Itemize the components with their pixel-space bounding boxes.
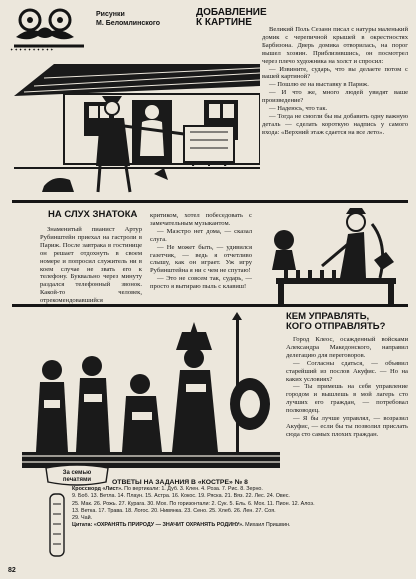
answers-row — [12, 486, 410, 493]
story1-paragraph: — Пошлю ее на выставку в Париж. — [269, 81, 369, 89]
story3-title — [286, 312, 385, 332]
svg-text:печатями: печатями — [62, 477, 92, 483]
section-divider — [12, 304, 408, 307]
svg-text:За семью: За семью — [62, 470, 92, 476]
story3-paragraph: Город Клеос, осажденный войсками Александра Македонского, направил делегацию для переговоров. — [286, 336, 408, 359]
story2-paragraph: Знаменитый пианист Артур Рубинштейн приехал на гастроли в Париж. После завтрака в гостинице он решает отдохнуть в своем номере и попросил служитель ни в коем случае не звать его к телефону. Буквально через минуту раздался телефонный звонок. Какой-то человек, отрекомендовавшийся — [40, 226, 142, 305]
story1-paragraph: — Извините, сударь, что вы делаете потом с вашей картиной? — [262, 65, 408, 81]
story3-paragraph: — Ты примешь на себя управление городом и вышлешь в мой лагерь сто лучших его граждан, — потребовал полководец. — [286, 383, 408, 415]
story2-col1 — [40, 226, 142, 305]
story2-paragraph: — Это не совсем так, сударь, — просто я вытираю пыль с клавиш! — [150, 275, 252, 291]
story1-paragraph: — И что же, много людей увидят ваше произведение? — [262, 89, 408, 105]
scroll-ornament — [44, 490, 70, 560]
story3-title-line1: КЕМ УПРАВЛЯТЬ, — [286, 311, 370, 322]
credit-artist: М. Беломлинского — [96, 20, 161, 27]
story1-title-line2: К КАРТИНЕ — [196, 17, 252, 28]
page-number: 82 — [8, 567, 16, 574]
quote-text: «ОХРАНЯТЬ ПРИРОДУ — ЗНАЧИТ ОХРАНЯТЬ РОДИНУ». — [93, 522, 244, 529]
story1-paragraph: — Тогда не смогли бы вы добавить одну важную деталь — сделать короткую надпись у самого входа: «Верхний этаж сдается на все лето». — [262, 112, 408, 136]
story3-text — [286, 336, 408, 439]
story1-title — [196, 8, 267, 28]
mustache-face-ornament — [8, 4, 90, 52]
quote-author: Михаил Пришвин. — [245, 522, 291, 529]
story2-title: НА СЛУХ ЗНАТОКА — [48, 209, 138, 220]
story1-text — [262, 26, 408, 137]
story1-paragraph: Великий Поль Сезанн писал с натуры маленький домик с черепичной крышей в окрестностях Барбизона. Дверь домика отворилась, на порог вышел хозяин. Приблизившись, он посмотрел через плечо художника на холст и спросил: — [262, 26, 408, 65]
quote-row — [12, 522, 410, 529]
story3-paragraph: — Я бы лучше управлял, — возразил Акуфис, — если бы ты позволил прислать сюда сто самых плохих граждан. — [286, 415, 408, 438]
answers-block — [12, 486, 410, 530]
seven-seals-stamp — [42, 464, 112, 486]
pianist-illustration — [262, 204, 408, 306]
credit-label: Рисунки — [96, 11, 125, 18]
answers-row: 29. Чай. — [72, 515, 93, 522]
answers-row: 9. Боб. 13. Ветла. 14. Плаун. 15. Астра. 16. Кокос. 19. Ряска. 21. Вяз. 22. Лес. 24. Овес. — [72, 493, 290, 500]
svg-text:✦ ✦ ✦ ✦ ✦ ✦ ✦ ✦ ✦ ✦: ✦ ✦ ✦ ✦ ✦ ✦ ✦ ✦ ✦ ✦ — [10, 47, 54, 52]
story2-col2 — [150, 212, 252, 291]
story3-paragraph: — Согласны сдаться, — объявил старейший из послов Акуфис. — Но на каких условиях? — [286, 359, 408, 383]
story1-paragraph: — Надеюсь, что так. — [269, 105, 328, 113]
story2-paragraph: — Не может быть, — удивился газетчик, — ведь я отчетливо слышу, как он играет. Уж игру Рубинштейна я ни с чем не спутаю! — [150, 243, 252, 275]
story2-paragraph: — Маэстро нет дома, — сказал слуга. — [150, 227, 252, 243]
warriors-illustration — [22, 312, 280, 468]
answers-row: 25. Мак. 26. Рожь. 27. Курага. 30. Мох. По горизонтали: 2. Сук. 5. Ель. 6. Мох. 11. Пион. 12. Алоэ. — [72, 500, 315, 507]
illustration-credit — [96, 10, 160, 28]
answers-text: По вертикали: 1. Дуб. 3. Клен. 4. Роза. 7. Рис. 8. Зерно. — [124, 486, 263, 492]
story2-paragraph: критиком, хотел побеседовать с замечательным музыкантом. — [150, 212, 252, 227]
quote-label: Цитата: — [72, 522, 93, 529]
painter-house-illustration — [14, 56, 260, 196]
answers-row: 13. Ветка. 17. Трава. 18. Логос. 20. Нивянка. 23. Сено. 25. Хлеб. 26. Лен. 27. Соя. — [72, 507, 276, 514]
story1-title-line1: ДОБАВЛЕНИЕ — [196, 7, 267, 18]
section-divider — [12, 200, 408, 203]
answers-title: ОТВЕТЫ НА ЗАДАНИЯ В «КОСТРЕ» № 8 — [112, 479, 248, 486]
crossword-label: Кроссворд «Лист». — [72, 486, 123, 492]
story3-title-line2: КОГО ОТПРАВЛЯТЬ? — [286, 321, 386, 332]
